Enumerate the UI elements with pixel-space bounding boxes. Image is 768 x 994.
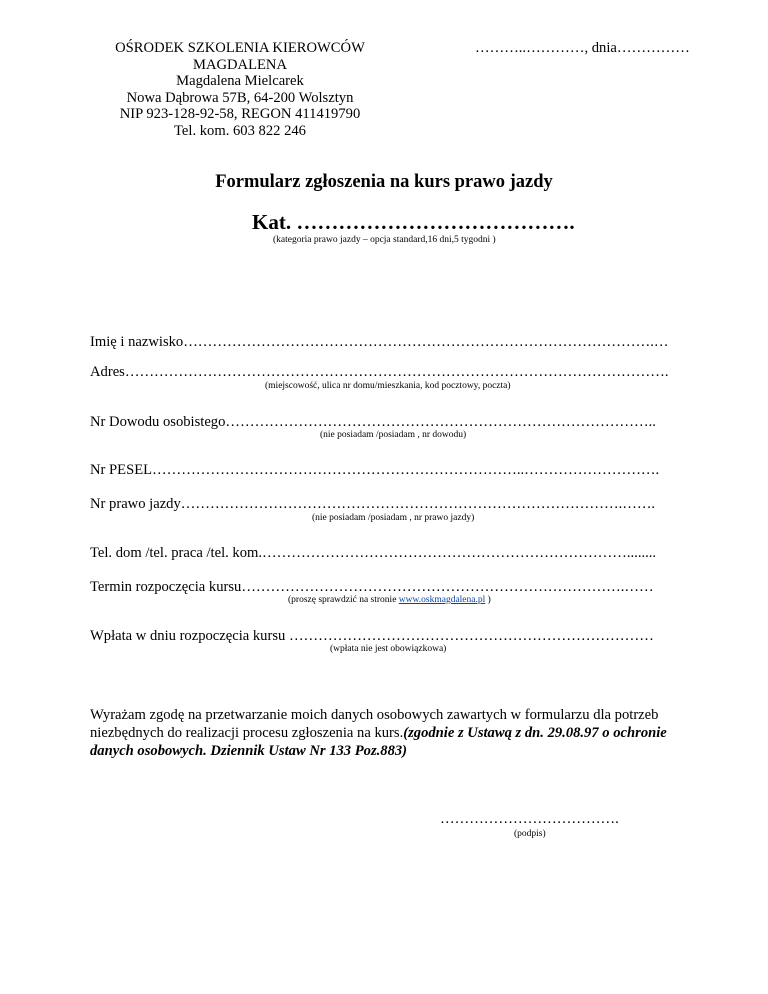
field-phone: Tel. dom /tel. praca /tel. kom.…………………………………………………………………........ — [90, 545, 657, 561]
header-phone: Tel. kom. 603 822 246 — [174, 122, 306, 139]
website-link[interactable]: www.oskmagdalena.pl — [398, 595, 486, 605]
consent-text: Wyrażam zgodę na przetwarzanie moich danych osobowych zawartych w formularzu dla potrzeb niezbędnych do realizacji procesu zgłoszenia na kurs. — [90, 707, 659, 741]
field-address: Adres…………………………………………………………………………………………………. — [90, 364, 669, 380]
consent-law-reference: (zgodnie z Ustawą z dn. 29.08.97 o ochronie danych osobowych. Dziennik Ustaw Nr 133 Poz.883) — [90, 725, 667, 759]
field-id-card: Nr Dowodu osobistego…………………………………………………………………………….. — [90, 414, 656, 430]
header-owner: Magdalena Mielcarek — [176, 73, 304, 90]
school-header — [60, 40, 420, 140]
start-note-suffix: ) — [485, 595, 491, 605]
license-note: (nie posiadam /posiadam , nr prawo jazdy) — [312, 513, 475, 523]
payment-note: (wpłata nie jest obowiązkowa) — [330, 644, 447, 654]
category-line: Kat. …………………………………. — [252, 210, 575, 234]
consent-clause — [90, 706, 710, 760]
category-note: (kategoria prawo jazdy – opcja standard,16 dni,5 tygodni ) — [273, 235, 496, 245]
address-note: (miejscowość, ulica nr domu/mieszkania, kod pocztowy, poczta) — [265, 381, 511, 391]
header-school-name: OŚRODEK SZKOLENIA KIEROWCÓW — [115, 40, 365, 56]
header-tax-ids: NIP 923-128-92-58, REGON 411419790 — [119, 106, 361, 123]
start-date-note — [288, 595, 491, 605]
place-date-line: ………..…………, dnia…………… — [475, 40, 690, 56]
field-pesel: Nr PESEL…………………………………………………………………..………………………. — [90, 462, 660, 478]
form-title: Formularz zgłoszenia na kurs prawo jazdy — [215, 172, 553, 192]
field-start-date: Termin rozpoczęcia kursu…………………………………………………………………….…… — [90, 579, 654, 595]
signature-label: (podpis) — [514, 829, 546, 839]
id-card-note: (nie posiadam /posiadam , nr dowodu) — [320, 430, 467, 440]
header-address: Nowa Dąbrowa 57B, 64-200 Wolsztyn — [126, 89, 354, 106]
field-name: Imię i nazwisko…………………………………………………………………………………….… — [90, 334, 669, 350]
field-payment: Wpłata w dniu rozpoczęcia kursu ………………………………………………………………… — [90, 628, 654, 644]
field-license: Nr prawo jazdy……………………………………………………………………………….……. — [90, 496, 656, 512]
signature-line: ………………………………. — [440, 811, 619, 827]
header-brand: MAGDALENA — [192, 56, 288, 73]
start-note-prefix: (proszę sprawdzić na stronie — [288, 595, 399, 605]
